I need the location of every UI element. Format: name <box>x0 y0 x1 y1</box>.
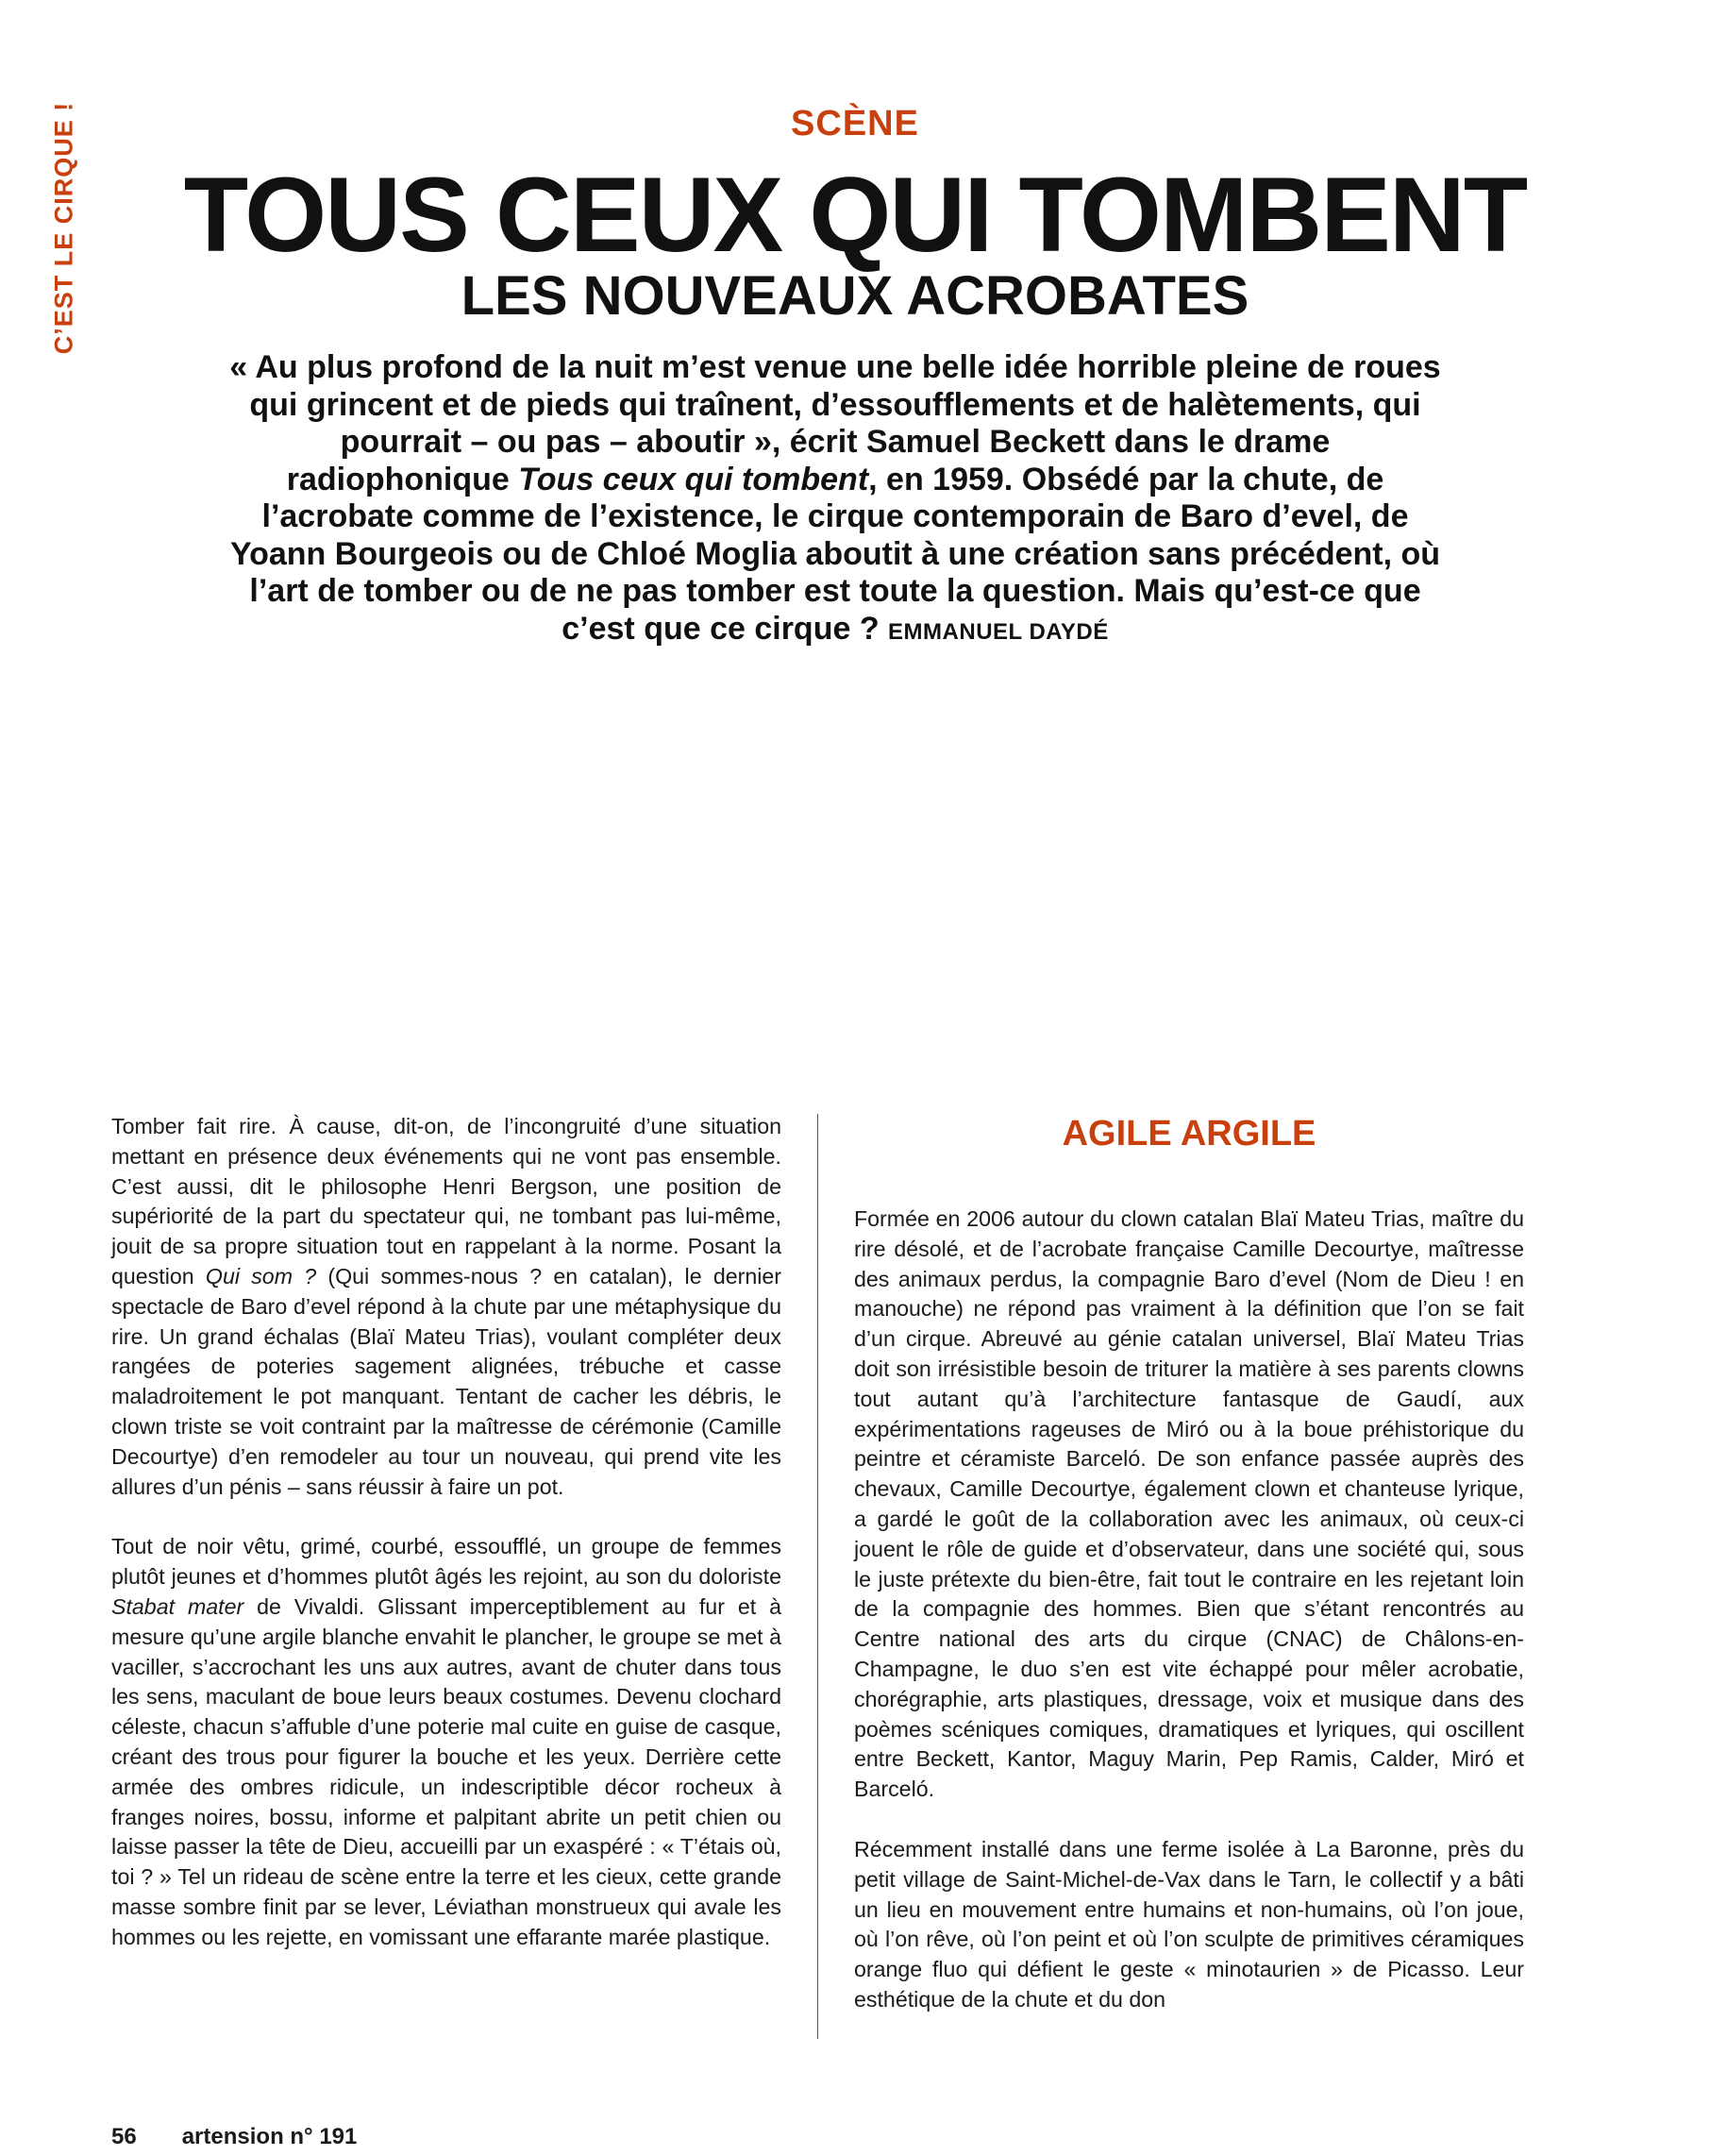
body-paragraph <box>111 1532 781 1952</box>
lead-text-2: , en 1959. Obsédé par la chute, de l’acrobate comme de l’existence, le cirque contemporain de Baro d’evel, de Yoann Bourgeois ou de Chloé Moglia aboutit à une création sans précédent, où l’art de tomber ou de ne pas tomber est toute la question. Mais qu’est-ce que c’est que ce cirque ? <box>229 461 1441 647</box>
body-text: (Qui sommes-nous ? en catalan), le dernier spectacle de Baro d’evel répond à la chute par une métaphysique du rire. Un grand échalas (Blaï Mateu Trias), voulant compléter deux rangées de poteries sagement alignées, trébuche et casse maladroitement le pot manquant. Tentant de cacher les débris, le clown triste se voit contraint par la maîtresse de cérémonie (Camille Decourtye) d’en remodeler au tour un nouveau, qui prend vite les allures d’un pénis – sans réussir à faire un pot. <box>111 1263 782 1499</box>
body-text: Tout de noir vêtu, grimé, courbé, essoufflé, un groupe de femmes plutôt jeunes et d’hommes plutôt âgés les rejoint, au son du doloriste <box>111 1534 781 1590</box>
body-text: de Vivaldi. Glissant imperceptiblement au fur et à mesure qu’une argile blanche envahit le plancher, le groupe se met à vaciller, s’accrochant les uns aux autres, avant de chuter dans tous les sens, maculant de boue leurs beaux costumes. Devenu clochard céleste, chacun s’affuble d’une poterie mal cuite en guise de casque, créant des trous pour figurer la bouche et les yeux. Derrière cette armée des ombres ridicule, un indescriptible décor rocheux à franges noires, bossu, informe et palpitant abrite un petit chien ou laisse passer la tête de Dieu, accueilli par un exaspéré : « T’étais où, toi ? » Tel un rideau de scène entre la terre et les cieux, cette grande masse sombre finit par se lever, Léviathan monstrueux qui avale les hommes ou les rejette, en vomissant une effarante marée plastique. <box>111 1593 781 1949</box>
body-paragraph: Formée en 2006 autour du clown catalan Blaï Mateu Trias, maître du rire désolé, et de l’acrobate française Camille Decourtye, maîtresse des animaux perdus, la compagnie Baro d’evel (Nom de Dieu ! en manouche) ne répond pas vraiment à la définition que l’on se fait d’un cirque. Abreuvé au génie catalan universel, Blaï Mateu Trias doit son irrésistible besoin de triturer la matière à ses parents clowns tout autant qu’à l’architecture fantasque de Gaudí, aux expérimentations rageuses de Miró ou à la boue préhistorique du peintre et céramiste Barceló. De son enfance passée auprès des chevaux, Camille Decourtye, également clown et chanteuse lyrique, a gardé le goût de la collaboration avec les animaux, où ceux-ci jouent le rôle de guide et d’observateur, dans une société qui, sous le juste prétexte du bien-être, fait tout le contraire en les rejetant loin de la compagnie des hommes. Bien que s’étant rencontrés au Centre national des arts du cirque (CNAC) de Châlons-en-Champagne, le duo s’en est vite échappé pour mêler acrobatie, chorégraphie, arts plastiques, dressage, voix et musique dans des poèmes scéniques comiques, dramatiques et lyriques, qui oscillent entre Beckett, Kantor, Maguy Marin, Pep Ramis, Calder, Miró et Barceló. <box>854 1206 1524 1802</box>
lead-work-title: Tous ceux qui tombent <box>518 461 869 497</box>
subheading: AGILE ARGILE <box>1062 1114 1316 1154</box>
work-title: Stabat mater <box>111 1593 244 1619</box>
article-subtitle: LES NOUVEAUX ACROBATES <box>461 265 1249 327</box>
lead-text-1: « Au plus profond de la nuit m’est venue une belle idée horrible pleine de roues qui grincent et de pieds qui traînent, d’essoufflements et de halètements, qui pourrait – ou pas – aboutir », écrit Samuel Beckett dans le drame radiophonique <box>229 349 1441 497</box>
author-byline: EMMANUEL DAYDÉ <box>888 618 1109 645</box>
work-title: Qui som ? <box>205 1263 317 1289</box>
left-column <box>111 1112 781 1953</box>
body-paragraph <box>111 1112 781 1502</box>
article-title: TOUS CEUX QUI TOMBENT <box>183 156 1527 274</box>
side-running-head-text: C’EST LE CIRQUE ! <box>49 101 78 354</box>
section-label: SCÈNE <box>791 104 919 143</box>
magazine-issue: artension n° 191 <box>181 2124 358 2149</box>
right-column <box>854 1112 1524 2015</box>
body-text: Tomber fait rire. À cause, dit-on, de l’incongruité d’une situation mettant en présence deux événements qui ne vont pas ensemble. C’est aussi, dit le philosophe Henri Bergson, une position de supériorité de la part du spectateur qui, ne tombant pas lui-même, jouit de sa propre situation tout en rappelant à la norme. Posant la question <box>111 1114 781 1289</box>
paragraph-gap <box>111 1502 781 1532</box>
paragraph-gap <box>854 1805 1524 1835</box>
body-paragraph: Récemment installé dans une ferme isolée à La Baronne, près du petit village de Saint-Michel-de-Vax dans le Tarn, le collectif y a bâti un lieu en mouvement entre humains et non-humains, où l’on joue, où l’on rêve, où l’on peint et où l’on sculpte de primitives céramiques orange fluo qui défient le geste « minotaurien » de Picasso. Leur esthétique de la chute et du don <box>854 1836 1524 2012</box>
column-divider <box>817 1114 818 2039</box>
page-number: 56 <box>111 2124 137 2149</box>
page-footer <box>111 2124 357 2150</box>
article-lead <box>226 349 1444 650</box>
